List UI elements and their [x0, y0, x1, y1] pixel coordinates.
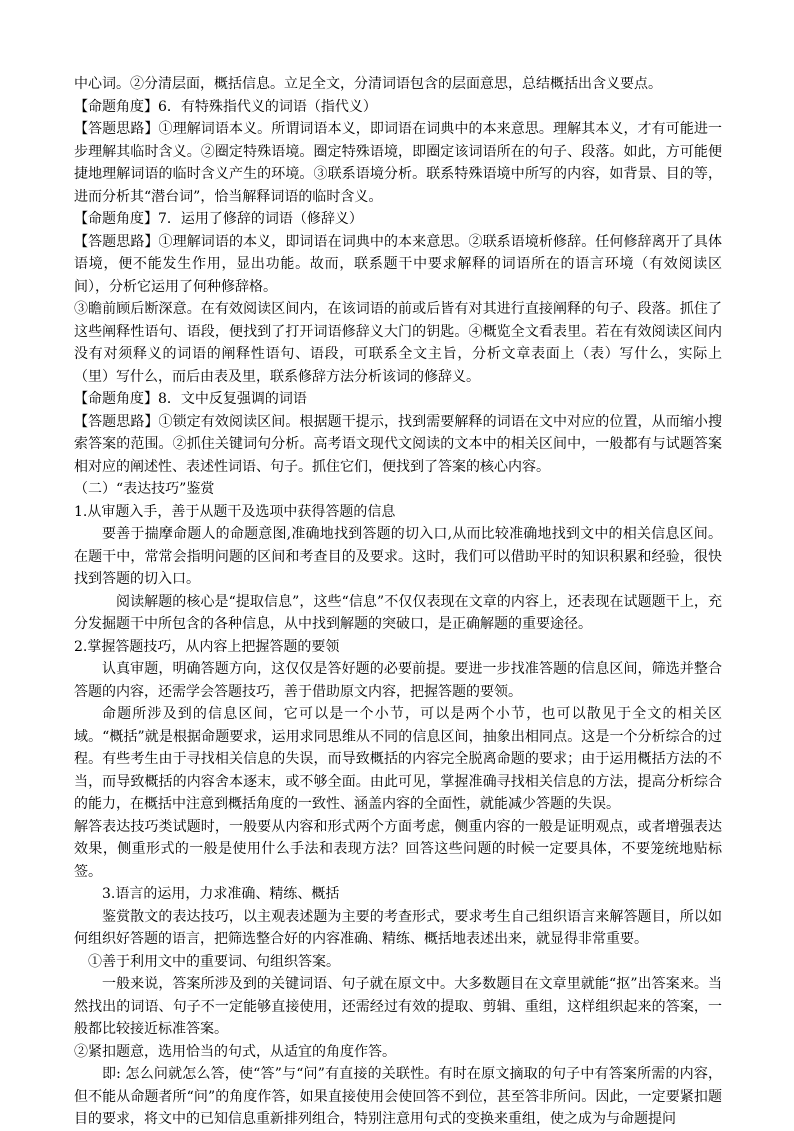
document-page	[74, 73, 722, 1131]
paragraph: 解答表达技巧类试题时，一般要从内容和形式两个方面考虑，侧重内容的一般是证明观点，或者增强表达效果，侧重形式的一般是使用什么手法和表现方法？回答这些问题的时候一定要具体，不要笼统地贴标签。	[74, 818, 722, 880]
paragraph: 即: 怎么问就怎么答，使“答”与“问”有直接的关联性。有时在原文摘取的句子中有答案所需的内容，但不能从命题者所“问”的角度作答，如果直接使用会使回答不到位，甚至答非所问。因此，一定要紧扣题目的要求，将文中的已知信息重新排列组合，特别注意用句式的变换来重组，使之成为与命题提问	[74, 1066, 722, 1127]
subsection-heading: 1.从审题入手，善于从题干及选项中获得答题的信息	[74, 503, 396, 520]
paragraph: 鉴赏散文的表达技巧，以主观表述题为主要的考查形式，要求考生自己组织语言来解答题目，所以如何组织好答题的语言，把筛选整合好的内容准确、精练、概括地表述出来，就显得非常重要。	[74, 908, 722, 947]
paragraph: ③瞻前顾后断深意。在有效阅读区间内，在该词语的前或后皆有对其进行直接阐释的句子、段落。抓住了这些阐释性语句、语段，便找到了打开词语修辞义大门的钥匙。④概览全文看表里。若在有效阅读区间内没有对须释义的词语的阐释性语句、语段，可联系全文主旨，分析文章表面上（表）写什么，实际上（里）写什么，而后由表及里，联系修辞方法分析该词的修辞义。	[74, 301, 722, 385]
paragraph: 命题所涉及到的信息区间，它可以是一个小节，可以是两个小节，也可以散见于全文的相关区域。“概括”就是根据命题要求，运用求同思维从不同的信息区间，抽象出相同点。这是一个分析综合的过程。有些考生由于寻找相关信息的失误，而导致概括的内容完全脱离命题的要求；由于运用概括方法的不当，而导致概括的内容舍本逐末，或不够全面。由此可见，掌握准确寻找相关信息的方法，提高分析综合的能力，在概括中注意到概括角度的一致性、涵盖内容的全面性，就能减少答题的失误。	[74, 706, 722, 812]
section-heading: 【命题角度】7．运用了修辞的词语（修辞义）	[74, 211, 363, 227]
subsection-heading: 3.语言的运用，力求准确、精练、概括	[102, 886, 340, 902]
paragraph: 一般来说，答案所涉及到的关键词语、句子就在原文中。大多数题目在文章里就能“抠”出答案来。当然找出的词语、句子不一定能够直接使用，还需经过有效的提取、剪辑、重组，这样组织起来的答案，一般都比较接近标准答案。	[74, 976, 722, 1037]
paragraph: 中心词。②分清层面，概括信息。立足全文，分清词语包含的层面意思，总结概括出含义要点。	[74, 76, 662, 92]
paragraph: 【答题思路】①理解词语的本义，即词语在词典中的本来意思。②联系语境析修辞。任何修辞离开了具体语境，便不能发生作用，显出功能。故而，联系题干中要求解释的词语所在的语言环境（有效阅读区间），分析它运用了何种修辞格。	[74, 233, 722, 295]
paragraph: 【答题思路】①锁定有效阅读区间。根据题干提示，找到需要解释的词语在文中对应的位置，从而缩小搜索答案的范围。②抓住关键词句分析。高考语文现代文阅读的文本中的相关区间中，一般都有与试题答案相对应的阐述性、表述性词语、句子。抓住它们，便找到了答案的核心内容。	[74, 413, 722, 475]
paragraph: 认真审题，明确答题方向，这仅仅是答好题的必要前提。要进一步找准答题的信息区间，筛选并整合答题的内容，还需学会答题技巧，善于借助原文内容，把握答题的要领。	[74, 661, 722, 700]
section-heading: 【命题角度】6．有特殊指代义的词语（指代义）	[74, 98, 377, 115]
section-heading: 【命题角度】8．文中反复强调的词语	[74, 391, 307, 407]
section-heading: （二）“表达技巧”鉴赏	[74, 481, 215, 497]
subsection-heading: 2.掌握答题技巧，从内容上把握答题的要领	[74, 638, 340, 655]
paragraph: 【答题思路】①理解词语本义。所谓词语本义，即词语在词典中的本来意思。理解其本义，才有可能进一步理解其临时含义。②圈定特殊语境。圈定特殊语境，即圈定该词语所在的句子、段落。如此，方可能便捷地理解词语的临时含义产生的环境。③联系语境分析。联系特殊语境中所写的内容，如背景、目的等，进而分析其“潜台词”，恰当解释词语的临时含义。	[74, 121, 722, 205]
list-item: ①善于利用文中的重要词、句组织答案。	[88, 953, 340, 970]
paragraph: 要善于揣摩命题人的命题意图,准确地找到答题的切入口,从而比较准确地找到文中的相关信息区间。在题干中，常常会指明问题的区间和考查目的及要求。这时，我们可以借助平时的知识积累和经验，很快找到答题的切入口。	[74, 526, 722, 587]
paragraph: 阅读解题的核心是“提取信息”，这些“信息”不仅仅表现在文章的内容上，还表现在试题题干上，充分发掘题干中所包含的各种信息，从中找到解题的突破口，是正确解题的重要途径。	[74, 593, 722, 632]
list-item: ②紧扣题意，选用恰当的句式，从适宜的角度作答。	[74, 1043, 396, 1060]
